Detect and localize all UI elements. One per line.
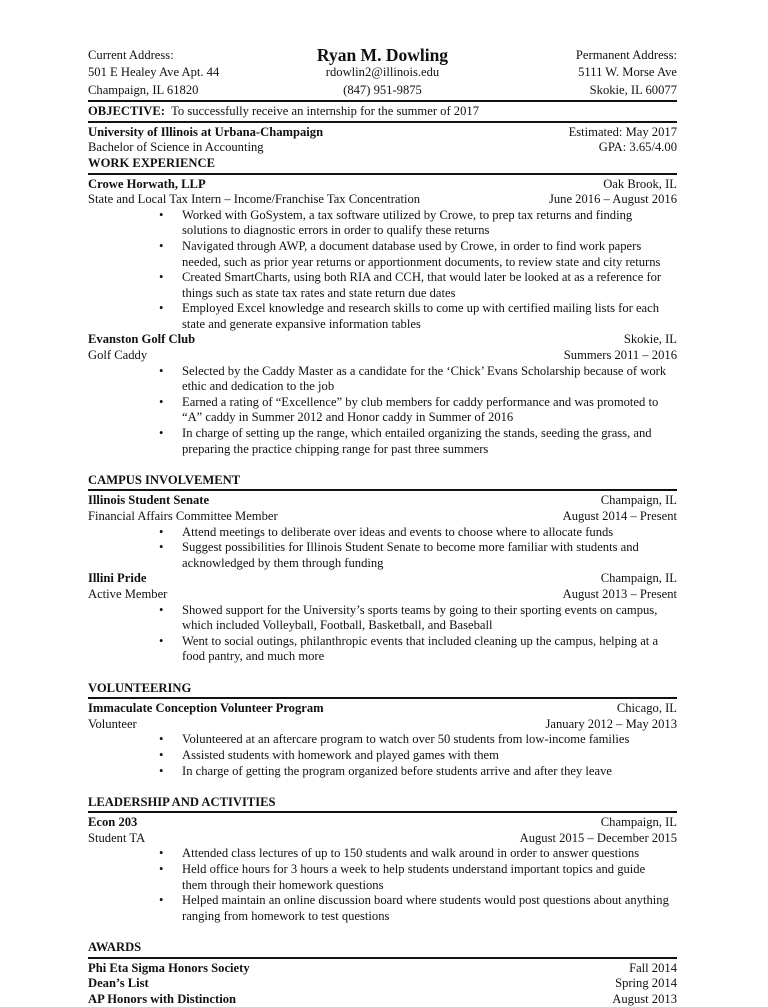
award-item (88, 976, 677, 992)
bullet-icon: • (159, 394, 164, 409)
school-name: University of Illinois at Urbana-Champaign (88, 124, 324, 139)
award-date: August 2013 (612, 991, 677, 1006)
bullet-list (88, 603, 677, 665)
gpa: GPA: 3.65/4.00 (598, 140, 677, 155)
entry-location: Champaign, IL (600, 493, 677, 508)
objective (88, 104, 677, 120)
entry-header (88, 177, 677, 193)
permanent-street: 5111 W. Morse Ave (578, 65, 677, 80)
bullet-text: Navigated through AWP, a document database used by Crowe, in order to find work papers needed, such as prior year returns or apportionment documents, to review state and city returns (182, 238, 661, 269)
bullet-item (88, 301, 677, 332)
bullet-item (88, 634, 677, 665)
entry-location: Oak Brook, IL (603, 176, 677, 191)
bullet-icon: • (159, 893, 164, 908)
education (88, 125, 677, 156)
resume-header (88, 47, 677, 99)
bullet-text: In charge of setting up the range, which entailed organizing the stands, seeding the grass, and preparing the practice chipping range for past three summers (182, 426, 652, 456)
bullet-item (88, 525, 677, 541)
bullet-text: Worked with GoSystem, a tax software utilized by Crowe, to prep tax returns and finding solutions to diagnostic errors in order to qualify these returns (182, 207, 633, 238)
organization-name: Illinois Student Senate (88, 493, 210, 508)
current-address-label: Current Address: (88, 48, 174, 62)
entry-role: Golf Caddy (88, 348, 148, 363)
divider (88, 489, 677, 491)
resume-page (88, 47, 677, 1007)
bullet-icon: • (159, 207, 164, 222)
bullet-icon: • (159, 763, 164, 778)
entry-subheader (88, 509, 677, 525)
bullet-list (88, 732, 677, 779)
entry-subheader (88, 192, 677, 208)
phone: (847) 951-9875 (343, 82, 422, 97)
section-title: WORK EXPERIENCE (88, 155, 216, 170)
section-spacer (88, 457, 677, 473)
entry-header (88, 815, 677, 831)
bullet-item (88, 732, 677, 748)
divider (88, 811, 677, 813)
bullet-text: Went to social outings, philanthropic events that included cleaning up the campus, helping at a food pantry, and much more (182, 633, 659, 664)
entry-date: June 2016 – August 2016 (548, 192, 677, 207)
bullet-item (88, 395, 677, 426)
section-title: VOLUNTEERING (88, 680, 192, 695)
award-date: Spring 2014 (615, 976, 677, 991)
bullet-icon: • (159, 540, 164, 555)
bullet-item (88, 364, 677, 395)
bullet-text: Suggest possibilities for Illinois Student Senate to become more familiar with students and acknowledged by them through funding (182, 540, 639, 570)
permanent-address-label: Permanent Address: (575, 48, 677, 62)
section-title: CAMPUS INVOLVEMENT (88, 472, 241, 487)
award-name: AP Honors with Distinction (88, 991, 236, 1006)
bullet-icon: • (159, 633, 164, 648)
bullet-text: Volunteered at an aftercare program to watch over 50 students from low-income families (182, 732, 630, 747)
divider (88, 173, 677, 175)
bullet-icon: • (159, 747, 164, 762)
bullet-text: Held office hours for 3 hours a week to help students understand important topics and guide them through their homework questions (182, 862, 646, 892)
degree: Bachelor of Science in Accounting (88, 140, 264, 155)
bullet-item (88, 846, 677, 862)
bullet-text: Earned a rating of “Excellence” by club members for caddy performance and was promoted to “A” caddy in Summer 2012 and Honor caddy in Summer of 2016 (182, 394, 659, 425)
bullet-icon: • (159, 238, 164, 253)
bullet-icon: • (159, 363, 164, 378)
entry-role: Volunteer (88, 716, 137, 731)
award-name: Dean’s List (88, 976, 149, 991)
entry-date: August 2014 – Present (562, 509, 677, 524)
entry-role: Active Member (88, 586, 168, 601)
entry-header (88, 493, 677, 509)
entry-header (88, 701, 677, 717)
entry-header (88, 332, 677, 348)
entry-subheader (88, 717, 677, 733)
section-title: LEADERSHIP AND ACTIVITIES (88, 794, 276, 809)
resume-sections (88, 156, 677, 1007)
bullet-item (88, 426, 677, 457)
bullet-icon: • (159, 602, 164, 617)
award-item (88, 992, 677, 1007)
entry-date: August 2015 – December 2015 (519, 830, 677, 845)
divider (88, 100, 677, 102)
divider (88, 957, 677, 959)
bullet-text: In charge of getting the program organized before students arrive and after they leave (182, 763, 612, 778)
bullet-text: Assisted students with homework and played games with them (182, 747, 499, 762)
bullet-icon: • (159, 301, 164, 316)
entry-location: Champaign, IL (600, 815, 677, 830)
bullet-item (88, 862, 677, 893)
entry-subheader (88, 348, 677, 364)
entry-location: Champaign, IL (600, 571, 677, 586)
divider (88, 121, 677, 123)
bullet-icon: • (159, 426, 164, 441)
graduation-date: Estimated: May 2017 (568, 124, 677, 139)
bullet-list (88, 846, 677, 924)
entry-header (88, 571, 677, 587)
organization-name: Illini Pride (88, 571, 147, 586)
entry-location: Skokie, IL (623, 332, 677, 347)
bullet-item (88, 540, 677, 571)
candidate-name: Ryan M. Dowling (316, 45, 449, 65)
bullet-text: Showed support for the University’s sports teams by going to their sporting events on campus, which included Volleyball, Football, Basketball, and Baseball (182, 602, 658, 633)
objective-label: OBJECTIVE: (88, 104, 165, 119)
current-street: 501 E Healey Ave Apt. 44 (88, 65, 220, 80)
permanent-city: Skokie, IL 60077 (589, 82, 677, 97)
entry-date: Summers 2011 – 2016 (563, 348, 677, 363)
bullet-icon: • (159, 270, 164, 285)
award-name: Phi Eta Sigma Honors Society (88, 960, 250, 975)
organization-name: Crowe Horwath, LLP (88, 176, 206, 191)
section-spacer (88, 779, 677, 795)
bullet-item (88, 208, 677, 239)
bullet-icon: • (159, 732, 164, 747)
organization-name: Econ 203 (88, 815, 138, 830)
bullet-text: Attend meetings to deliberate over ideas and events to choose where to allocate funds (182, 524, 614, 539)
bullet-icon: • (159, 862, 164, 877)
bullet-item (88, 893, 677, 924)
bullet-item (88, 270, 677, 301)
bullet-list (88, 208, 677, 333)
bullet-item (88, 748, 677, 764)
entry-date: January 2012 – May 2013 (545, 716, 677, 731)
bullet-list (88, 525, 677, 572)
entry-subheader (88, 831, 677, 847)
bullet-text: Attended class lectures of up to 150 students and walk around in order to answer questions (182, 846, 640, 861)
bullet-item (88, 603, 677, 634)
objective-text: To successfully receive an internship for the summer of 2017 (171, 104, 479, 119)
entry-date: August 2013 – Present (562, 586, 677, 601)
entry-role: Financial Affairs Committee Member (88, 509, 278, 524)
award-date: Fall 2014 (629, 960, 677, 975)
bullet-text: Created SmartCharts, using both RIA and CCH, that would later be looked at as a reference for things such as state tax rates and state return due dates (182, 270, 662, 300)
bullet-text: Selected by the Caddy Master as a candidate for the ‘Chick’ Evans Scholarship because of work ethic and dedication to the job (182, 363, 667, 394)
email: rdowlin2@illinois.edu (325, 65, 440, 80)
bullet-icon: • (159, 524, 164, 539)
section-spacer (88, 924, 677, 940)
organization-name: Evanston Golf Club (88, 332, 196, 347)
entry-role: State and Local Tax Intern – Income/Franchise Tax Concentration (88, 192, 421, 207)
bullet-text: Helped maintain an online discussion board where students would post questions about anything ranging from homework to test questions (182, 893, 669, 923)
bullet-icon: • (159, 846, 164, 861)
entry-subheader (88, 587, 677, 603)
bullet-item (88, 764, 677, 780)
entry-role: Student TA (88, 830, 146, 845)
current-city: Champaign, IL 61820 (88, 82, 199, 97)
bullet-text: Employed Excel knowledge and research skills to come up with certified mailing lists for each state and generate expansive information tables (182, 301, 660, 331)
organization-name: Immaculate Conception Volunteer Program (88, 701, 324, 716)
award-item (88, 961, 677, 977)
bullet-item (88, 239, 677, 270)
section-title: AWARDS (88, 940, 142, 955)
section-spacer (88, 665, 677, 681)
entry-location: Chicago, IL (616, 701, 677, 716)
divider (88, 697, 677, 699)
bullet-list (88, 364, 677, 458)
